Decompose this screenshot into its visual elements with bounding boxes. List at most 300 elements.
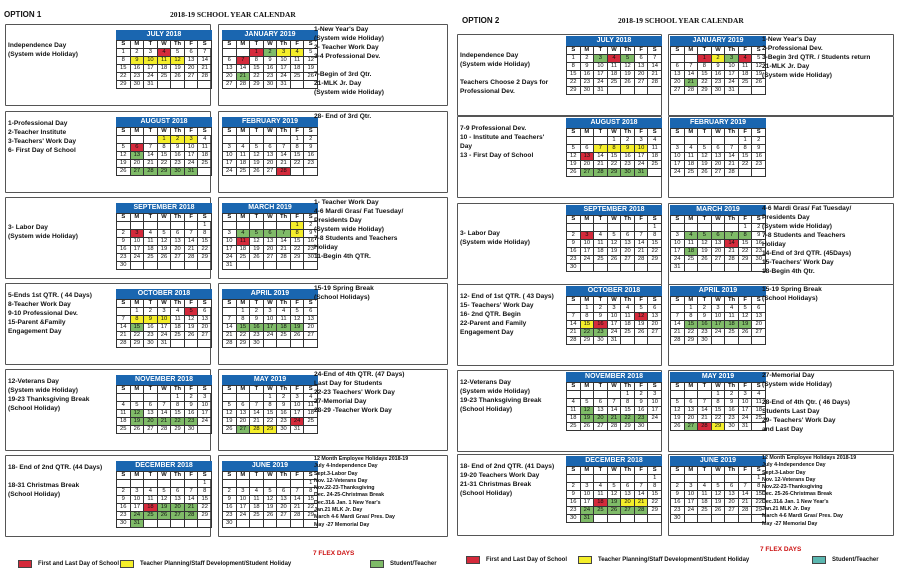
- day-cell: [291, 520, 305, 528]
- day-cell: 28: [223, 340, 237, 348]
- day-cell: [739, 87, 753, 95]
- day-cell: 6: [752, 305, 766, 313]
- day-cell: 10: [223, 152, 237, 160]
- day-cell: 28: [648, 79, 662, 87]
- weekday-header: Th: [277, 386, 291, 394]
- day-cell: 27: [712, 169, 726, 177]
- day-cell: 21: [635, 248, 649, 256]
- day-cell: 17: [581, 248, 595, 256]
- weekday-header: S: [304, 214, 318, 222]
- day-cell: 31: [581, 515, 595, 523]
- day-cell: [198, 262, 212, 270]
- day-cell: [698, 137, 712, 145]
- day-cell: 3: [223, 230, 237, 238]
- weekday-header: T: [250, 300, 264, 308]
- day-cell: 4: [648, 137, 662, 145]
- day-cell: 30: [594, 337, 608, 345]
- day-cell: 14: [725, 240, 739, 248]
- weekday-header: S: [752, 467, 766, 475]
- day-cell: 21: [144, 160, 158, 168]
- day-cell: 30: [171, 168, 185, 176]
- month-header: JUNE 2019: [222, 461, 318, 471]
- day-cell: 11: [237, 238, 251, 246]
- weekday-header: S: [752, 297, 766, 305]
- day-cell: 15: [304, 496, 318, 504]
- month-calendar: [222, 289, 318, 348]
- day-cell: 25: [685, 256, 699, 264]
- weekday-header: M: [237, 472, 251, 480]
- day-cell: 20: [185, 65, 199, 73]
- day-cell: 25: [117, 426, 131, 434]
- day-cell: 12: [158, 496, 172, 504]
- weekday-header: S: [304, 128, 318, 136]
- day-cell: 1: [198, 222, 212, 230]
- legend-swatch: [812, 556, 826, 564]
- day-cell: 20: [752, 321, 766, 329]
- day-cell: 27: [198, 332, 212, 340]
- month-grid: [116, 40, 212, 89]
- day-cell: [237, 520, 251, 528]
- day-cell: 25: [608, 79, 622, 87]
- month-grid: [116, 471, 212, 528]
- day-cell: 28: [185, 512, 199, 520]
- day-cell: 23: [117, 254, 131, 262]
- weekday-header: T: [594, 467, 608, 475]
- weekday-header: F: [739, 216, 753, 224]
- day-cell: 25: [739, 79, 753, 87]
- day-cell: 22: [198, 504, 212, 512]
- day-cell: 6: [712, 145, 726, 153]
- day-cell: 3: [198, 394, 212, 402]
- day-cell: 20: [304, 324, 318, 332]
- day-cell: 25: [291, 73, 305, 81]
- day-cell: 31: [635, 169, 649, 177]
- day-cell: 16: [621, 153, 635, 161]
- day-cell: 14: [685, 71, 699, 79]
- day-cell: 28: [685, 87, 699, 95]
- weekday-header: S: [198, 386, 212, 394]
- day-cell: 14: [635, 240, 649, 248]
- day-cell: 5: [739, 305, 753, 313]
- day-cell: 9: [635, 399, 649, 407]
- day-cell: 10: [671, 153, 685, 161]
- day-cell: 1: [171, 394, 185, 402]
- day-cell: 27: [304, 332, 318, 340]
- day-cell: 22: [237, 332, 251, 340]
- day-cell: 24: [131, 254, 145, 262]
- weekday-header: W: [264, 386, 278, 394]
- day-cell: 20: [223, 73, 237, 81]
- day-cell: 1: [608, 137, 622, 145]
- day-cell: 30: [185, 426, 199, 434]
- day-cell: 8: [264, 402, 278, 410]
- month-header: OCTOBER 2018: [116, 289, 212, 299]
- day-cell: [671, 137, 685, 145]
- day-cell: 3: [277, 49, 291, 57]
- day-cell: 27: [264, 254, 278, 262]
- day-cell: 20: [712, 161, 726, 169]
- weekday-header: Th: [621, 383, 635, 391]
- weekday-header: Th: [171, 214, 185, 222]
- day-cell: [144, 480, 158, 488]
- month-header: APRIL 2019: [222, 289, 318, 299]
- day-cell: 2: [567, 232, 581, 240]
- day-cell: 28: [144, 168, 158, 176]
- day-cell: 18: [144, 246, 158, 254]
- weekday-header: F: [739, 467, 753, 475]
- day-cell: 31: [671, 264, 685, 272]
- day-cell: 13: [635, 63, 649, 71]
- day-cell: 16: [131, 65, 145, 73]
- day-cell: 23: [752, 248, 766, 256]
- day-cell: 12: [158, 238, 172, 246]
- day-cell: 19: [712, 499, 726, 507]
- day-cell: 6: [635, 55, 649, 63]
- day-cell: 27: [277, 512, 291, 520]
- day-cell: [581, 391, 595, 399]
- day-cell: 2: [752, 137, 766, 145]
- weekday-header: T: [250, 472, 264, 480]
- day-cell: 18: [567, 415, 581, 423]
- day-cell: 8: [608, 145, 622, 153]
- day-cell: 18: [117, 418, 131, 426]
- day-cell: 21: [635, 499, 649, 507]
- day-cell: 13: [725, 491, 739, 499]
- day-cell: [277, 222, 291, 230]
- day-cell: 21: [594, 161, 608, 169]
- day-cell: 14: [185, 496, 199, 504]
- day-cell: 15: [237, 324, 251, 332]
- month-calendar: [670, 286, 766, 345]
- month-header: OCTOBER 2018: [566, 286, 662, 296]
- day-cell: 2: [171, 136, 185, 144]
- month-grid: [116, 213, 212, 270]
- weekday-header: W: [608, 467, 622, 475]
- day-cell: 1: [698, 55, 712, 63]
- weekday-header: Th: [277, 41, 291, 49]
- day-cell: 23: [304, 160, 318, 168]
- day-cell: 19: [752, 71, 766, 79]
- weekday-header: S: [671, 297, 685, 305]
- day-cell: 11: [594, 491, 608, 499]
- weekday-header: T: [144, 214, 158, 222]
- day-cell: 28: [725, 256, 739, 264]
- day-cell: 7: [223, 316, 237, 324]
- day-cell: 23: [277, 418, 291, 426]
- day-cell: [158, 520, 172, 528]
- day-cell: [648, 515, 662, 523]
- weekday-header: Th: [725, 467, 739, 475]
- day-cell: 1: [752, 475, 766, 483]
- flex-days-label: 7 FLEX DAYS: [313, 550, 355, 557]
- day-cell: 9: [712, 63, 726, 71]
- day-cell: [567, 137, 581, 145]
- weekday-header: T: [594, 47, 608, 55]
- day-cell: [171, 520, 185, 528]
- day-cell: 12: [185, 316, 199, 324]
- day-cell: 26: [250, 168, 264, 176]
- day-cell: [567, 475, 581, 483]
- day-cell: 31: [608, 337, 622, 345]
- day-cell: 29: [685, 337, 699, 345]
- day-cell: [264, 340, 278, 348]
- day-cell: 16: [223, 504, 237, 512]
- day-cell: 31: [594, 87, 608, 95]
- day-cell: 20: [685, 415, 699, 423]
- weekday-header: M: [685, 297, 699, 305]
- month-header: JULY 2018: [566, 36, 662, 46]
- month-calendar: [670, 36, 766, 95]
- weekday-header: T: [698, 47, 712, 55]
- weekday-header: Th: [277, 128, 291, 136]
- day-cell: 12: [608, 491, 622, 499]
- day-cell: 23: [117, 512, 131, 520]
- day-cell: 24: [671, 256, 685, 264]
- day-cell: 20: [144, 418, 158, 426]
- day-cell: 25: [698, 507, 712, 515]
- day-cell: 26: [171, 73, 185, 81]
- day-cell: 5: [158, 230, 172, 238]
- day-cell: 12: [621, 63, 635, 71]
- day-cell: 8: [698, 63, 712, 71]
- day-cell: [277, 340, 291, 348]
- day-cell: [712, 137, 726, 145]
- month-grid: [222, 385, 318, 434]
- day-cell: 22: [621, 415, 635, 423]
- day-cell: [277, 480, 291, 488]
- weekday-header: S: [671, 129, 685, 137]
- day-cell: 22: [698, 79, 712, 87]
- day-cell: 15: [291, 238, 305, 246]
- day-cell: 22: [158, 160, 172, 168]
- day-cell: 23: [621, 161, 635, 169]
- weekday-header: S: [117, 472, 131, 480]
- month-header: NOVEMBER 2018: [566, 372, 662, 382]
- day-cell: [250, 222, 264, 230]
- weekday-header: S: [117, 128, 131, 136]
- day-cell: 4: [725, 305, 739, 313]
- weekday-header: M: [131, 41, 145, 49]
- day-cell: 16: [250, 324, 264, 332]
- month-notes: 15-19 Spring Break (School Holidays): [314, 285, 374, 301]
- day-cell: 14: [725, 153, 739, 161]
- weekday-header: W: [712, 467, 726, 475]
- day-cell: 10: [581, 240, 595, 248]
- weekday-header: S: [304, 386, 318, 394]
- day-cell: 7: [648, 55, 662, 63]
- day-cell: [223, 394, 237, 402]
- day-cell: 28: [594, 169, 608, 177]
- day-cell: 14: [635, 491, 649, 499]
- day-cell: 14: [198, 57, 212, 65]
- day-cell: 15: [712, 407, 726, 415]
- day-cell: 9: [117, 238, 131, 246]
- day-cell: 21: [277, 246, 291, 254]
- day-cell: 3: [671, 145, 685, 153]
- day-cell: 19: [608, 248, 622, 256]
- day-cell: 26: [581, 423, 595, 431]
- day-cell: 21: [725, 248, 739, 256]
- day-cell: 24: [198, 418, 212, 426]
- day-cell: 22: [291, 246, 305, 254]
- day-cell: 17: [277, 65, 291, 73]
- day-cell: 14: [739, 491, 753, 499]
- month-notes: 1- Teacher Work Day 4-6 Mardi Gras/ Fat Tuesday/ Presidents Day (System wide Holiday) 7-8 Students and Teachers Holiday 11-Begin 4th QTR.: [314, 199, 404, 260]
- day-cell: 27: [144, 426, 158, 434]
- day-cell: 8: [304, 488, 318, 496]
- day-cell: 25: [304, 418, 318, 426]
- day-cell: 23: [304, 246, 318, 254]
- day-cell: [291, 81, 305, 89]
- legend-text: Teacher Planning/Staff Development/Student Holiday: [598, 557, 750, 563]
- day-cell: 11: [648, 145, 662, 153]
- day-cell: 23: [671, 507, 685, 515]
- weekday-header: S: [752, 216, 766, 224]
- weekday-header: M: [685, 129, 699, 137]
- weekday-header: F: [291, 214, 305, 222]
- day-cell: 7: [277, 144, 291, 152]
- weekday-header: M: [685, 216, 699, 224]
- day-cell: [223, 222, 237, 230]
- day-cell: 6: [198, 308, 212, 316]
- weekday-header: M: [131, 300, 145, 308]
- day-cell: 18: [698, 499, 712, 507]
- day-cell: 20: [264, 160, 278, 168]
- month-header: SEPTEMBER 2018: [116, 203, 212, 213]
- weekday-header: S: [648, 383, 662, 391]
- day-cell: 24: [725, 79, 739, 87]
- day-cell: 27: [223, 81, 237, 89]
- day-cell: 13: [264, 152, 278, 160]
- weekday-header: S: [752, 383, 766, 391]
- month-calendar: [670, 456, 766, 523]
- month-calendar: [116, 203, 212, 270]
- weekday-header: W: [158, 300, 172, 308]
- day-cell: 24: [291, 418, 305, 426]
- weekday-header: Th: [171, 386, 185, 394]
- day-cell: 21: [158, 418, 172, 426]
- day-cell: 9: [581, 63, 595, 71]
- day-cell: 25: [648, 161, 662, 169]
- day-cell: 8: [648, 483, 662, 491]
- day-cell: 17: [223, 246, 237, 254]
- month-calendar: [670, 372, 766, 431]
- day-cell: 26: [671, 423, 685, 431]
- day-cell: 3: [158, 308, 172, 316]
- day-cell: [567, 391, 581, 399]
- day-cell: 10: [185, 144, 199, 152]
- weekday-header: W: [712, 216, 726, 224]
- day-cell: 13: [185, 57, 199, 65]
- day-cell: 2: [698, 305, 712, 313]
- day-cell: 23: [725, 415, 739, 423]
- day-cell: 21: [185, 504, 199, 512]
- day-cell: 10: [198, 402, 212, 410]
- day-cell: 15: [685, 321, 699, 329]
- day-cell: 29: [264, 426, 278, 434]
- day-cell: 27: [725, 507, 739, 515]
- day-cell: 24: [712, 329, 726, 337]
- day-cell: 28: [291, 512, 305, 520]
- weekday-header: T: [250, 41, 264, 49]
- day-cell: 8: [621, 399, 635, 407]
- day-cell: 11: [158, 57, 172, 65]
- day-cell: 11: [594, 240, 608, 248]
- day-cell: 5: [608, 232, 622, 240]
- weekday-header: W: [264, 41, 278, 49]
- day-cell: 11: [171, 316, 185, 324]
- day-cell: [685, 391, 699, 399]
- day-cell: 11: [621, 313, 635, 321]
- weekday-header: Th: [277, 214, 291, 222]
- weekday-header: S: [223, 214, 237, 222]
- weekday-header: Th: [277, 472, 291, 480]
- day-cell: 4: [698, 483, 712, 491]
- weekday-header: W: [712, 129, 726, 137]
- day-cell: 2: [223, 488, 237, 496]
- day-cell: 5: [250, 144, 264, 152]
- day-cell: 13: [581, 153, 595, 161]
- day-cell: 19: [291, 324, 305, 332]
- day-cell: 18: [739, 71, 753, 79]
- day-cell: 13: [144, 410, 158, 418]
- day-cell: 20: [725, 499, 739, 507]
- weekday-header: W: [712, 383, 726, 391]
- day-cell: 17: [158, 324, 172, 332]
- day-cell: 18: [250, 504, 264, 512]
- day-cell: 29: [198, 254, 212, 262]
- month-calendar: [566, 286, 662, 345]
- weekday-header: S: [648, 467, 662, 475]
- weekday-header: F: [635, 383, 649, 391]
- day-cell: 29: [752, 507, 766, 515]
- day-cell: 21: [198, 65, 212, 73]
- day-cell: 30: [712, 87, 726, 95]
- calendar-title: 2018-19 SCHOOL YEAR CALENDAR: [170, 10, 296, 19]
- day-cell: [185, 340, 199, 348]
- day-cell: 26: [739, 329, 753, 337]
- day-cell: [698, 391, 712, 399]
- day-cell: 21: [698, 415, 712, 423]
- day-cell: [264, 262, 278, 270]
- day-cell: 23: [131, 73, 145, 81]
- day-cell: 12: [567, 153, 581, 161]
- weekday-header: T: [144, 128, 158, 136]
- day-cell: 5: [581, 399, 595, 407]
- day-cell: 28: [185, 254, 199, 262]
- day-cell: 8: [567, 63, 581, 71]
- day-cell: 31: [158, 340, 172, 348]
- day-cell: 30: [264, 81, 278, 89]
- day-cell: 13: [648, 313, 662, 321]
- day-cell: 26: [291, 332, 305, 340]
- day-cell: 14: [608, 407, 622, 415]
- day-cell: [131, 222, 145, 230]
- legend-swatch: [370, 560, 384, 568]
- month-grid: [566, 128, 662, 177]
- day-cell: 2: [671, 483, 685, 491]
- day-cell: 10: [131, 496, 145, 504]
- weekday-header: W: [158, 41, 172, 49]
- day-cell: 9: [171, 144, 185, 152]
- day-cell: 28: [277, 254, 291, 262]
- weekday-header: T: [698, 216, 712, 224]
- day-cell: 2: [264, 49, 278, 57]
- day-cell: 9: [304, 230, 318, 238]
- day-cell: 11: [277, 316, 291, 324]
- day-cell: 6: [144, 402, 158, 410]
- day-cell: 23: [264, 73, 278, 81]
